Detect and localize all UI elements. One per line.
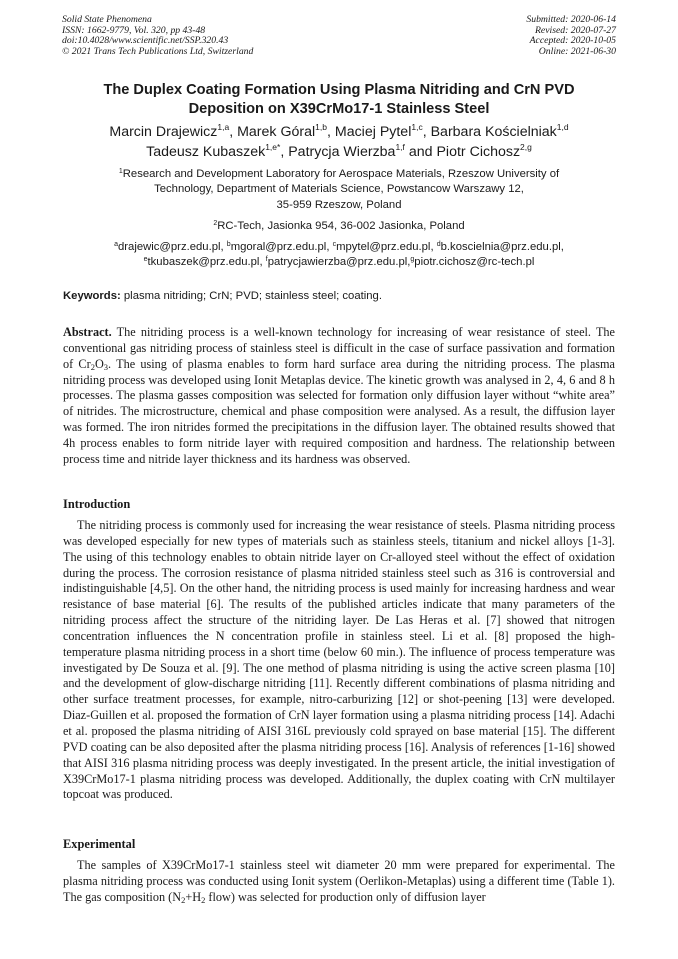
title-line-1: The Duplex Coating Formation Using Plasma Nitriding and CrN PVD xyxy=(103,82,575,98)
abstract-label: Abstract. xyxy=(63,325,112,339)
experimental-text-part: +H xyxy=(185,889,202,904)
paper-title xyxy=(40,81,638,118)
author-name: Maciej Pytel xyxy=(334,124,412,140)
subscript: 2 xyxy=(181,894,186,905)
author-sup: 1,b xyxy=(315,122,327,132)
publication-dates xyxy=(526,15,616,57)
experimental-heading: Experimental xyxy=(63,837,136,851)
experimental-text-part: The samples of X39CrMo17-1 stainless steel wit diameter 20 mm were prepared for experimental. The plasma nitriding process was conducted using Ionit system (Oerlikon-Metaplas) using a different time (Table 1). The gas composition (N xyxy=(63,858,615,904)
keywords xyxy=(63,289,623,303)
copyright: © 2021 Trans Tech Publications Ltd, Switzerland xyxy=(62,45,254,57)
author-sep: , xyxy=(280,143,289,160)
author-sep: , xyxy=(422,124,431,140)
email-sup: e xyxy=(143,256,148,264)
abstract-text: O xyxy=(94,356,104,371)
affiliation-text: RC-Tech, Jasionka 954, 36-002 Jasionka, Poland xyxy=(217,220,465,232)
email-sup: c xyxy=(332,241,337,248)
journal-name: Solid State Phenomena xyxy=(62,14,152,25)
author-line-1 xyxy=(40,123,638,143)
revised-date: Revised: 2020-07-27 xyxy=(535,24,616,36)
abstract-text: The nitriding process is a well-known technology for increasing of wear resistance of steel. The conventional gas nitriding process of stainless steel is difficult in the case of surface passivation and formation of Cr xyxy=(63,325,615,371)
author-sup: 1,e* xyxy=(265,141,281,152)
email-link[interactable]: b.koscielnia@prz.edu.pl, xyxy=(440,241,564,253)
email-link[interactable]: mpytel@prz.edu.pl, xyxy=(336,241,437,253)
email-link[interactable]: mgoral@prz.edu.pl, xyxy=(230,241,333,253)
author-list xyxy=(40,123,638,162)
issn-volume: ISSN: 1662-9779, Vol. 320, pp 43-48 xyxy=(62,24,206,36)
email-sup: g xyxy=(410,256,415,264)
author-sup: 1,d xyxy=(556,122,569,132)
email-line-1 xyxy=(60,240,618,255)
experimental-text-part: flow) was selected for production only of diffusion layer xyxy=(205,889,486,904)
author-sup: 1,f xyxy=(395,141,405,152)
affiliation-1 xyxy=(60,167,618,213)
doi: doi:10.4028/www.scientific.net/SSP.320.43 xyxy=(62,35,229,47)
email-link[interactable]: tkubaszek@prz.edu.pl, xyxy=(147,256,266,269)
affiliation-sup: 2 xyxy=(213,220,218,227)
author-sup: 1,c xyxy=(411,122,423,132)
affiliation-1-line-1 xyxy=(60,167,618,182)
author-sep: , xyxy=(229,124,238,140)
affiliation-2 xyxy=(60,219,618,234)
author-name: Marcin Drajewicz xyxy=(109,124,218,140)
experimental-text xyxy=(63,858,615,906)
email-link[interactable]: piotr.cichosz@rc-tech.pl xyxy=(414,256,535,269)
publication-info xyxy=(62,15,253,57)
email-line-2 xyxy=(60,255,618,270)
author-name: Tadeusz Kubaszek xyxy=(146,143,266,160)
author-name: Marek Góral xyxy=(237,124,316,140)
subscript: 2 xyxy=(90,361,95,372)
email-sup: a xyxy=(114,241,118,248)
author-emails xyxy=(60,240,618,271)
email-link[interactable]: drajewic@prz.edu.pl, xyxy=(118,241,227,253)
subscript: 3 xyxy=(103,361,109,372)
email-link[interactable]: patrycjawierzba@prz.edu.pl, xyxy=(267,256,411,269)
affiliation-1-line-3: 35-959 Rzeszow, Poland xyxy=(276,198,402,211)
author-sep: and xyxy=(404,143,437,160)
affiliation-1-line-2: Technology, Department of Materials Science, Powstancow Warszawy 12, xyxy=(154,183,524,196)
author-sup: 1,a xyxy=(217,122,230,132)
abstract-text: . The using of plasma enables to form hard surface area during the nitriding process. The plasma nitriding process was developed using Ionit Metaplas device. The kinetic growth was analysed in 2, 4, 6 and 8 h processes. The plasma gasses composition was selected for formation only diffusion layer without “white area” of nitrides. The microstructure, chemical and phase composition were analysed. As a result, the diffusion layer was formed. The iron nitrides formed the precipitations in the diffusion layer. The obtained results showed that 4h process enables to form nitride layer with required composition and hardness. The relationship between process time and nitride layer thickness and its hardness was observed. xyxy=(63,356,615,466)
email-sup: d xyxy=(436,241,441,248)
author-name: Piotr Cichosz xyxy=(436,143,521,160)
author-sup: 2,g xyxy=(520,141,532,152)
accepted-date: Accepted: 2020-10-05 xyxy=(529,35,616,47)
keywords-label: Keywords: xyxy=(63,290,121,302)
author-sep: , xyxy=(326,124,335,140)
email-sup: b xyxy=(226,241,231,248)
author-name: Patrycja Wierzba xyxy=(288,143,396,160)
keywords-text: plasma nitriding; CrN; PVD; stainless steel; coating. xyxy=(120,290,382,302)
introduction-text: The nitriding process is commonly used for increasing the wear resistance of steels. Plasma nitriding process was developed especially for new types of materials such as stainless steels, titanium and nickel alloys [1-3]. The using of this technology enables to obtain nitride layer on Cr-alloyed steel without the effect of oxidation during the process. The corrosion resistance of plasma nitrided stainless steel such as 316 is controversial and indistinguishable [4,5]. On the other hand, the nitriding process is used mainly for increasing hardness and wear resistance of base material [6]. The results of the published articles indicate that many parameters of the nitriding process affect the structure of the nitriding layer. De Las Heras et al. [7] showed that nitrogen concentration influences the N concentration profile in stainless steel. Li et al. [8] proposed the high-temperature plasma nitriding process in a short time (below 60 min.). The influence of process temperature was investigated by De Souza et al. [9]. The one method of plasma nitriding is using the active screen plasma [10] and the development of glow-discharge nitriding [11]. Recently different combinations of plasma nitriding and other surface treatment processes, for example, nitro-carburizing [12] or shot-peening [13] were developed. Diaz-Guillen et al. proposed the formation of CrN layer formation using a plasma nitriding process [14]. Adachi et al. proposed the plasma nitriding of AISI 316L previously cold sprayed on base material [15]. The different PVD coating can be also deposited after the plasma nitriding process [16]. Analysis of references [1-16] showed that AISI 316 plasma nitriding process was deeply investigated. In the present article, the initial investigation of X39CrMo17-1 plasma nitriding process was developed. Additionally, the duplex coating with CrN multilayer topcoat was produced. xyxy=(63,518,615,802)
affiliation-text: Research and Development Laboratory for Aerospace Materials, Rzeszow University of xyxy=(122,168,560,180)
submitted-date: Submitted: 2020-06-14 xyxy=(526,14,616,25)
author-name: Barbara Kościelniak xyxy=(430,124,557,140)
email-sup: f xyxy=(265,256,268,264)
affiliation-sup: 1 xyxy=(118,168,123,175)
abstract xyxy=(63,325,615,468)
online-date: Online: 2021-06-30 xyxy=(538,45,616,57)
title-line-2: Deposition on X39CrMo17-1 Stainless Steel xyxy=(188,100,490,117)
author-line-2 xyxy=(40,143,638,163)
introduction-heading: Introduction xyxy=(63,497,131,511)
subscript: 2 xyxy=(201,894,206,905)
